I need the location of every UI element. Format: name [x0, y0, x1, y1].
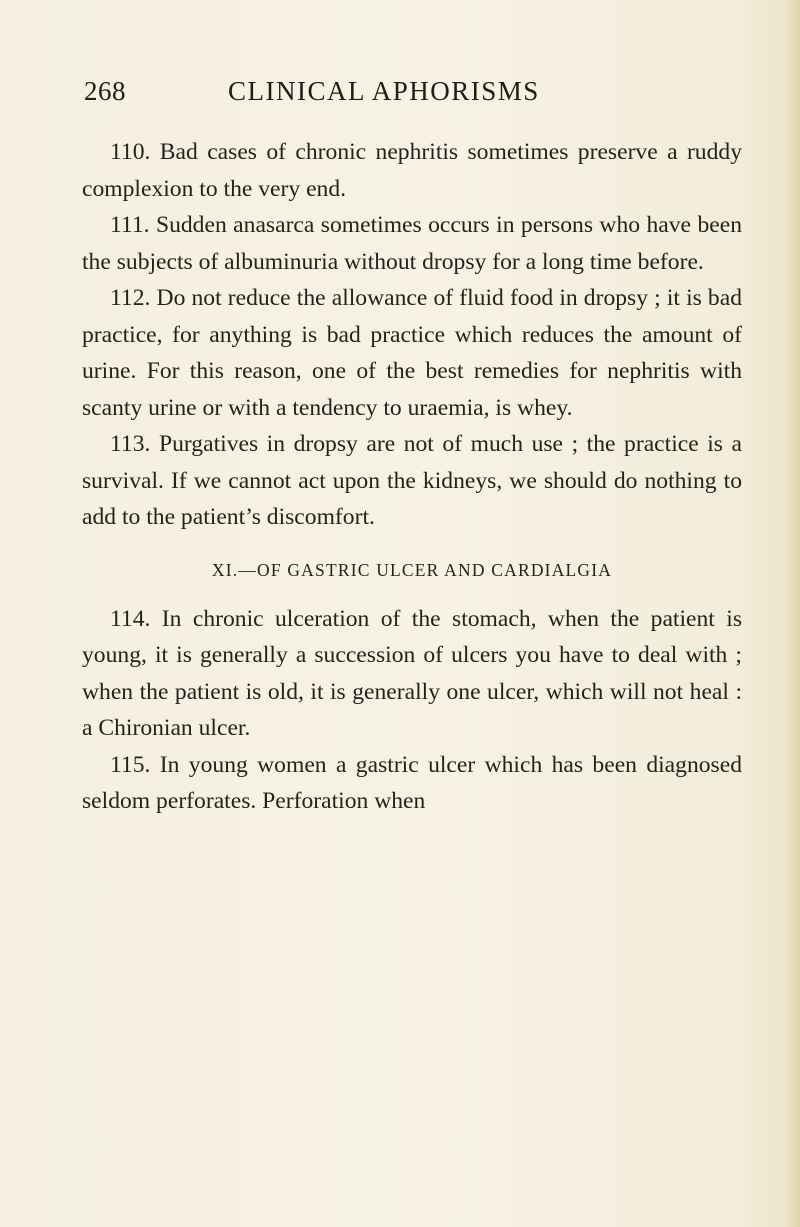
section-heading: XI.—OF GASTRIC ULCER AND CARDIALGIA [211, 559, 613, 580]
page-number: 268 [84, 76, 126, 106]
running-title: CLINICAL APHORISMS [228, 76, 540, 106]
aphorism-114: 114. In chronic ulceration of the stomach, when the patient is young, it is generally a succession of ulcers you have to deal with ; when the patient is old, it is generally one ulcer, which will not heal : a Chironian ulcer. [82, 605, 742, 741]
aphorism-111: 111. Sudden anasarca sometimes occurs in persons who have been the subjects of albuminuria without dropsy for a long time before. [82, 212, 742, 275]
aphorism-115: 115. In young women a gastric ulcer which has been diagnosed seldom perforates. Perforation when [82, 751, 742, 814]
aphorism-113: 113. Purgatives in dropsy are not of much use ; the practice is a survival. If we cannot act upon the kidneys, we should do nothing to add to the patient’s discomfort. [82, 431, 742, 530]
aphorism-110: 110. Bad cases of chronic nephritis sometimes preserve a ruddy complexion to the very end. [82, 139, 742, 202]
aphorism-112: 112. Do not reduce the allowance of fluid food in dropsy ; it is bad practice, for anything is bad practice which reduces the amount of urine. For this reason, one of the best remedies for nephritis with scanty urine or with a tendency to uraemia, is whey. [82, 285, 742, 421]
running-header [0, 76, 800, 116]
page-body [82, 134, 742, 820]
page-edge-shadow [786, 0, 800, 1227]
